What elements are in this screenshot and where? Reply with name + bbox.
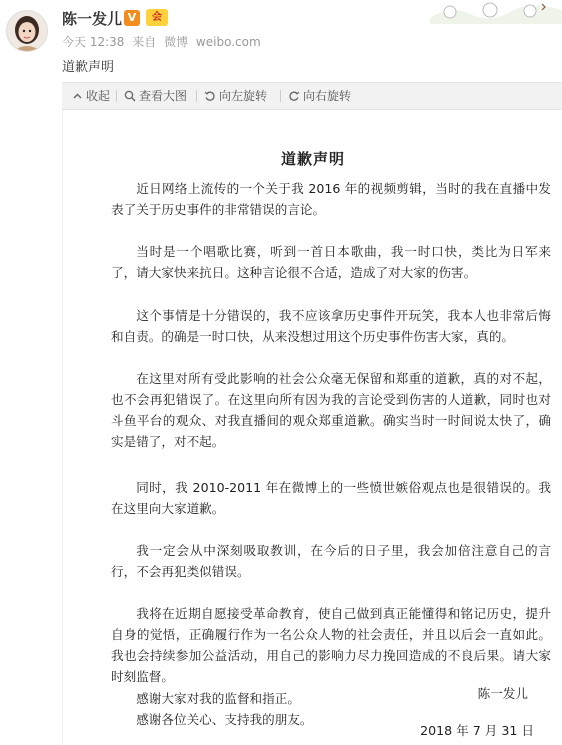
paragraph-4: 在这里对所有受此影响的社会公众毫无保留和郑重的道歉，真的对不起，也不会再犯错误了。在这里向所有因为我的言论受到伤害的人道歉，同时也对斗鱼平台的观众、对我直播间的观众郑重道歉。确实当时一时间说太快了，确实是错了，对不起。 xyxy=(111,371,551,449)
username[interactable]: 陈一发儿 xyxy=(62,10,123,28)
paragraph-3: 这个事情是十分错误的，我不应该拿历史事件开玩笑，我本人也非常后悔和自责。的确是一时口快，从来没想过用这个历史事件伤害大家，真的。 xyxy=(111,308,551,344)
paragraph-6: 我一定会从中深刻吸取教训，在今后的日子里，我会加倍注意自己的言行，不会再犯类似错误。 xyxy=(111,543,551,579)
avatar-image xyxy=(7,11,47,51)
view-large-label: 查看大图 xyxy=(139,89,188,103)
avatar[interactable] xyxy=(6,10,48,52)
toolbar-divider xyxy=(116,90,117,102)
document-title: 道歉声明 xyxy=(280,150,345,168)
paragraph-9: 感谢各位关心、支持我的朋友。 xyxy=(136,712,313,727)
paragraph-7: 我将在近期自愿接受革命教育，使自己做到真正能懂得和铭记历史，提升自身的觉悟，正确履行作为一名公众人物的社会责任，并且以后会一直如此。我也会持续参加公益活动，用自己的影响力尽力挽回造成的不良后果。请大家时刻监督。 xyxy=(111,606,551,684)
view-large-button[interactable] xyxy=(124,83,187,109)
rotate-right-button[interactable] xyxy=(288,83,351,109)
paragraph-8: 感谢大家对我的监督和指正。 xyxy=(136,691,300,706)
toolbar-divider xyxy=(196,90,197,102)
post-source-site[interactable]: weibo.com xyxy=(195,35,261,49)
paragraph-5: 同时，我 2010-2011 年在微博上的一些愤世嫉俗观点也是很错误的。我在这里向大家道歉。 xyxy=(111,480,551,516)
rotate-left-icon xyxy=(204,90,216,102)
rotate-left-button[interactable] xyxy=(204,83,267,109)
paragraph-2: 当时是一个唱歌比赛，听到一首日本歌曲，我一时口快，类比为日军来了，请大家快来抗日。这种言论很不合适，造成了对大家的伤害。 xyxy=(111,244,551,280)
collapse-button[interactable] xyxy=(72,83,110,109)
signature: 陈一发儿 xyxy=(477,686,528,701)
vip-badge-icon: 会 xyxy=(146,9,168,26)
post-header xyxy=(0,0,562,76)
search-icon xyxy=(124,90,136,102)
post-source-label: 来自 xyxy=(132,35,157,49)
collapse-icon xyxy=(72,91,83,102)
post-source-app[interactable]: 微博 xyxy=(164,35,189,49)
image-toolbar xyxy=(62,82,562,110)
toolbar-divider xyxy=(280,90,281,102)
post-meta xyxy=(62,33,265,50)
document-date: 2018 年 7 月 31 日 xyxy=(420,723,534,738)
apology-document-image[interactable] xyxy=(62,110,562,745)
verified-badge-icon: V xyxy=(124,10,140,26)
header-decoration-icon xyxy=(430,0,562,24)
collapse-label: 收起 xyxy=(86,89,111,103)
rotate-left-label: 向左旋转 xyxy=(219,89,268,103)
rotate-right-label: 向右旋转 xyxy=(303,89,352,103)
post-text: 道歉声明 xyxy=(62,60,115,75)
rotate-right-icon xyxy=(288,90,300,102)
paragraph-1: 近日网络上流传的一个关于我 2016 年的视频剪辑，当时的我在直播中发表了关于历史事件的非常错误的言论。 xyxy=(111,181,551,217)
post-time[interactable]: 今天 12:38 xyxy=(62,35,125,49)
